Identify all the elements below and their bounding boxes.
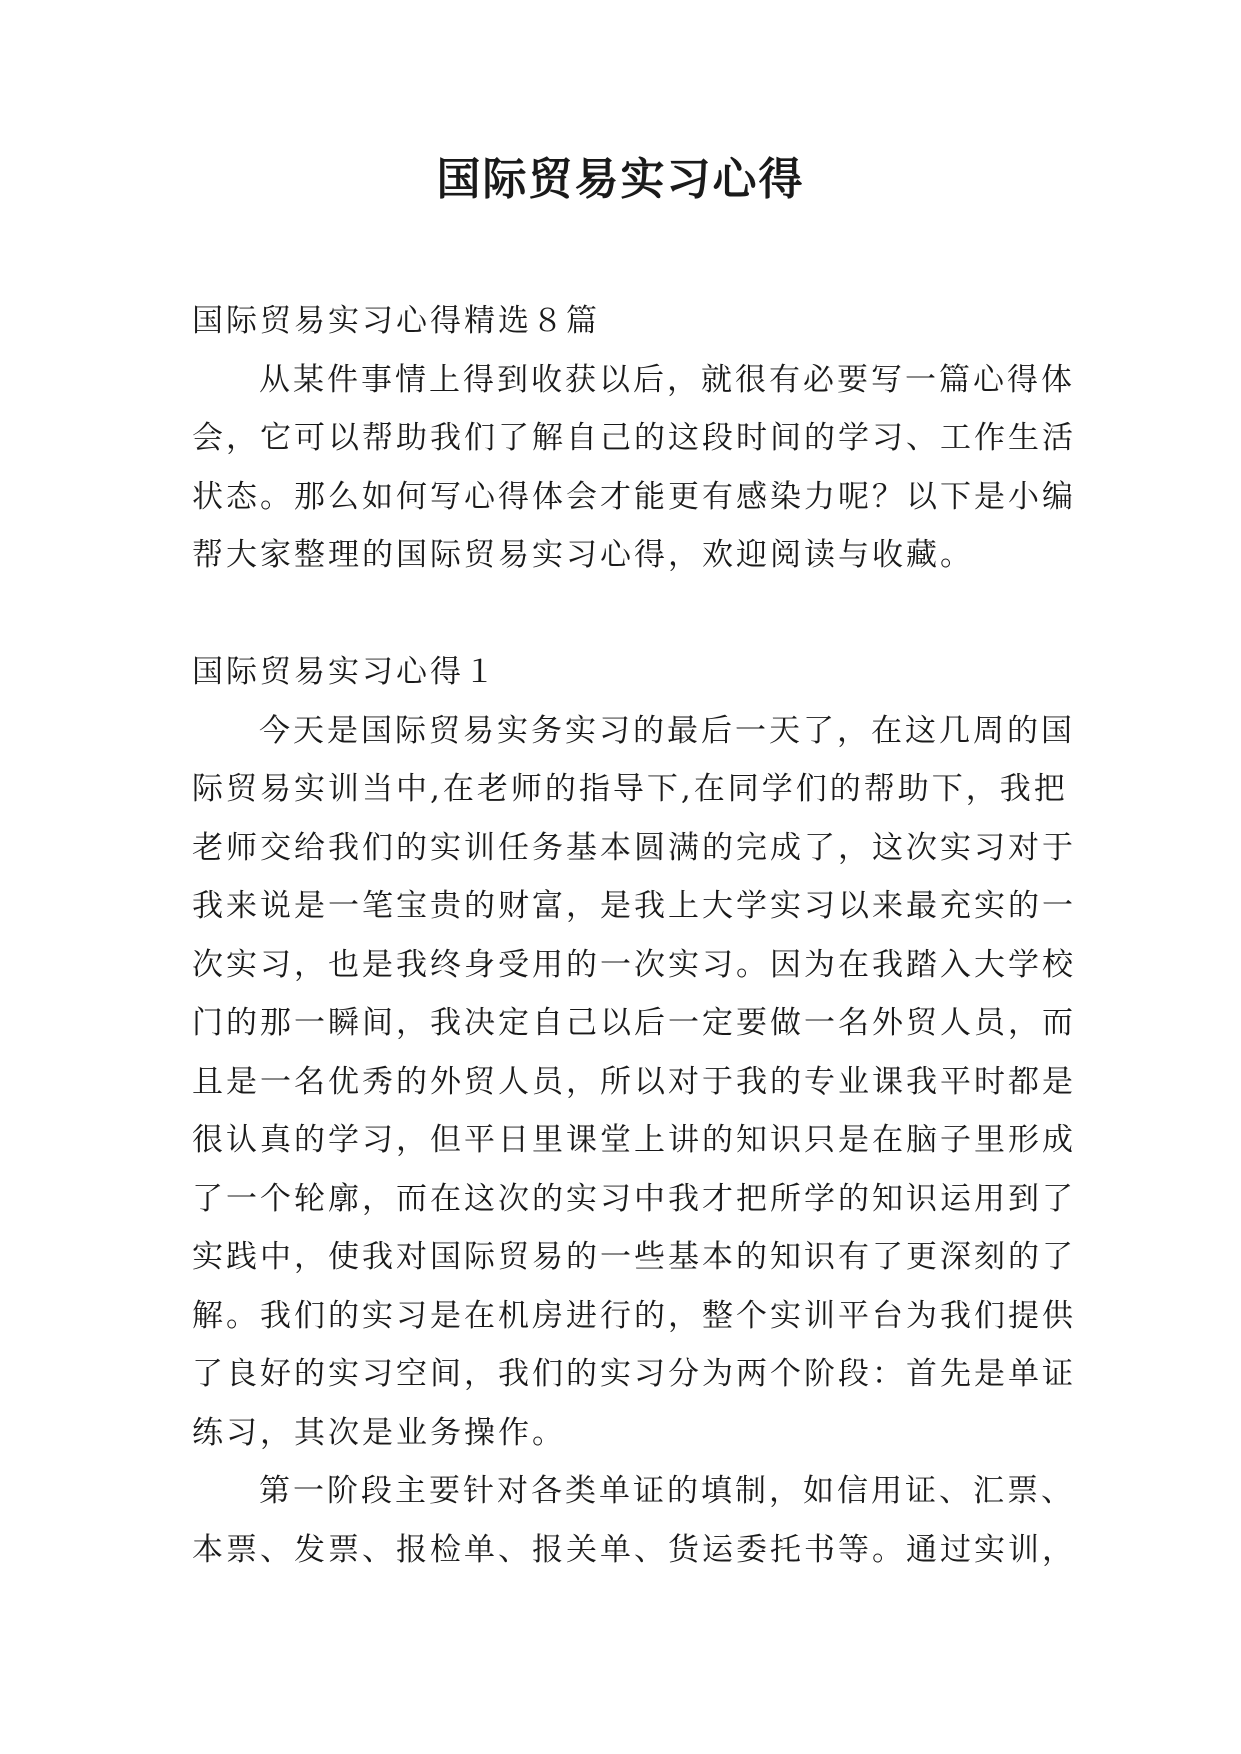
paragraph-spacer (192, 585, 1072, 644)
section-paragraph (192, 1462, 1076, 1579)
document-subtitle: 国际贸易实习心得精选８篇 (192, 303, 600, 339)
paragraph-line: 解。我们的实习是在机房进行的，整个实训平台为我们提供 (192, 1297, 1076, 1334)
intro-paragraph (192, 351, 1076, 585)
document-title: 国际贸易实习心得 (436, 154, 805, 205)
section-heading: 国际贸易实习心得１ (192, 654, 498, 690)
paragraph-line: 了一个轮廓，而在这次的实习中我才把所学的知识运用到了 (192, 1180, 1076, 1217)
section-paragraph (192, 702, 1076, 1463)
paragraph-line: 很认真的学习，但平日里课堂上讲的知识只是在脑子里形成 (192, 1122, 1076, 1158)
paragraph-line: 际贸易实训当中,在老师的指导下,在同学们的帮助下，我把 (192, 771, 1068, 807)
paragraph-line: 今天是国际贸易实务实习的最后一天了，在这几周的国 (259, 712, 1075, 749)
paragraph-line: 练习，其次是业务操作。 (192, 1414, 566, 1451)
paragraph-line: 我来说是一笔宝贵的财富，是我上大学实习以来最充实的一 (192, 888, 1076, 924)
paragraph-line: 状态。那么如何写心得体会才能更有感染力呢？以下是小编 (192, 478, 1076, 515)
paragraph-line: 门的那一瞬间，我决定自己以后一定要做一名外贸人员，而 (192, 1005, 1076, 1041)
paragraph-line: 且是一名优秀的外贸人员，所以对于我的专业课我平时都是 (192, 1063, 1076, 1100)
paragraph-line: 会，它可以帮助我们了解自己的这段时间的学习、工作生活 (192, 420, 1076, 456)
paragraph-line: 次实习，也是我终身受用的一次实习。因为在我踏入大学校 (192, 946, 1076, 983)
paragraph-line: 帮大家整理的国际贸易实习心得，欢迎阅读与收藏。 (192, 537, 974, 573)
paragraph-line: 本票、发票、报检单、报关单、货运委托书等。通过实训， (192, 1531, 1076, 1568)
paragraph-line: 实践中，使我对国际贸易的一些基本的知识有了更深刻的了 (192, 1239, 1076, 1275)
paragraph-line: 第一阶段主要针对各类单证的填制，如信用证、汇票、 (259, 1473, 1075, 1509)
document-body (192, 292, 1076, 1579)
paragraph-line: 从某件事情上得到收获以后，就很有必要写一篇心得体 (259, 361, 1075, 398)
paragraph-line: 老师交给我们的实训任务基本圆满的完成了，这次实习对于 (192, 829, 1076, 866)
paragraph-line: 了良好的实习空间，我们的实习分为两个阶段：首先是单证 (192, 1356, 1076, 1392)
